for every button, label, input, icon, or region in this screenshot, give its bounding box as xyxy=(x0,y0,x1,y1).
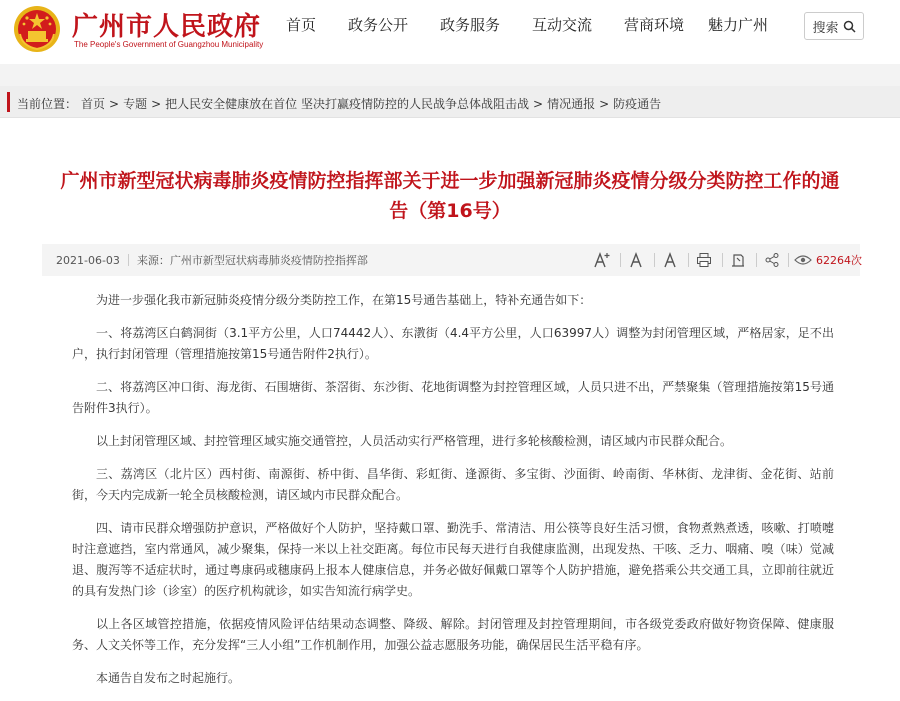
article-meta-bar xyxy=(42,244,860,276)
view-count xyxy=(794,252,862,268)
header-divider-band xyxy=(0,64,900,86)
article-body xyxy=(72,290,834,701)
tool-divider xyxy=(620,253,621,267)
site-title[interactable]: 广州市人民政府 xyxy=(72,12,262,42)
print-icon[interactable] xyxy=(692,248,716,272)
nav-interaction[interactable]: 互动交流 xyxy=(532,16,593,34)
tool-divider xyxy=(688,253,689,267)
nav-gov-services[interactable]: 政务服务 xyxy=(440,16,501,34)
article-title: 广州市新型冠状病毒肺炎疫情防控指挥部关于进一步加强新冠肺炎疫情分级分类防控工作的通告（第16号） xyxy=(60,170,840,222)
national-emblem-icon[interactable] xyxy=(12,4,62,54)
meta-divider xyxy=(128,254,129,266)
breadcrumb-notice[interactable]: 防疫通告 xyxy=(613,97,662,111)
source-label: 来源： xyxy=(136,254,170,267)
breadcrumb-home[interactable]: 首页 xyxy=(81,97,106,111)
article-paragraph: 以上封闭管理区域、封控管理区域实施交通管控，人员活动实行严格管理，进行多轮核酸检测，请区域内市民群众配合。 xyxy=(96,434,733,448)
nav-gov-affairs-public[interactable]: 政务公开 xyxy=(348,16,409,34)
search-label: 搜索 xyxy=(812,20,839,36)
search-icon xyxy=(843,20,856,33)
breadcrumb-accent xyxy=(7,92,10,112)
article-paragraph: 一、将荔湾区白鹤洞街（3.1平方公里，人口74442人）、东漖街（4.4平方公里，人口63997人）调整为封闭管理区域，严格居家，足不出户，执行封闭管理（管理措施按第15号通告附件2执行）。 xyxy=(72,326,834,361)
search-button[interactable] xyxy=(804,12,864,40)
breadcrumb-situation[interactable]: 情况通报 xyxy=(547,97,596,111)
font-increase-icon[interactable] xyxy=(590,248,614,272)
breadcrumb-separator: > xyxy=(599,97,610,111)
article-paragraph: 为进一步强化我市新冠肺炎疫情分级分类防控工作，在第15号通告基础上，特补充通告如下： xyxy=(96,293,592,307)
share-icon[interactable] xyxy=(760,248,784,272)
tool-divider xyxy=(788,253,789,267)
eye-icon xyxy=(794,254,812,266)
breadcrumb-topic[interactable]: 专题 xyxy=(123,97,148,111)
breadcrumb-prefix: 当前位置： xyxy=(17,97,78,111)
article-paragraph: 以上各区域管控措施，依据疫情风险评估结果动态调整、降级、解除。封闭管理及封控管理期间，市各级党委政府做好物资保障、健康服务、人文关怀等工作，充分发挥“三人小组”工作机制作用，加强公益志愿服务功能，确保居民生活平稳有序。 xyxy=(72,617,834,652)
view-count-value: 62264次 xyxy=(816,254,862,267)
article-paragraph: 三、荔湾区（北片区）西村街、南源街、桥中街、昌华街、彩虹街、逢源街、多宝街、沙面街、岭南街、华林街、龙津街、金花街、站前街，今天内完成新一轮全员核酸检测，请区域内市民群众配合。 xyxy=(72,467,834,502)
breadcrumb-special[interactable]: 把人民安全健康放在首位 坚决打赢疫情防控的人民战争总体战阻击战 xyxy=(165,97,529,111)
article-paragraph: 本通告自发布之时起施行。 xyxy=(96,671,241,685)
nav-charming-guangzhou[interactable]: 魅力广州 xyxy=(708,16,769,34)
breadcrumb-separator: > xyxy=(151,97,162,111)
site-subtitle: The People's Government of Guangzhou Municipality xyxy=(74,40,264,49)
source-name: 广州市新型冠状病毒肺炎疫情防控指挥部 xyxy=(169,254,368,267)
save-page-icon[interactable] xyxy=(726,248,750,272)
nav-business-environment[interactable]: 营商环境 xyxy=(624,16,685,34)
tool-divider xyxy=(756,253,757,267)
tool-divider xyxy=(722,253,723,267)
breadcrumb xyxy=(17,95,665,112)
article-paragraph: 四、请市民群众增强防护意识，严格做好个人防护，坚持戴口罩、勤洗手、常清洁、用公筷等良好生活习惯，食物煮熟煮透，咳嗽、打喷嚏时注意遮挡，室内常通风，减少聚集，保持一米以上社交距离。每位市民每天进行自我健康监测，出现发热、干咳、乏力、咽痛、嗅（味）觉减退、腹泻等不适症状时，通过粤康码或穗康码上报本人健康信息，并务必做好佩戴口罩等个人防护措施，避免搭乘公共交通工具，立即前往就近的具有发热门诊（诊室）的医疗机构就诊，如实告知流行病学史。 xyxy=(72,521,834,598)
tool-divider xyxy=(654,253,655,267)
site-header xyxy=(0,0,900,60)
article-meta xyxy=(56,252,368,268)
nav-home[interactable]: 首页 xyxy=(286,16,317,34)
publish-date: 2021-06-03 xyxy=(56,253,120,267)
font-size-icon[interactable] xyxy=(658,248,682,272)
breadcrumb-separator: > xyxy=(109,97,120,111)
font-decrease-icon[interactable] xyxy=(624,248,648,272)
article-paragraph: 二、将荔湾区冲口街、海龙街、石围塘街、茶滘街、东沙街、花地街调整为封控管理区域，人员只进不出，严禁聚集（管理措施按第15号通告附件3执行）。 xyxy=(72,380,834,415)
breadcrumb-separator: > xyxy=(533,97,544,111)
